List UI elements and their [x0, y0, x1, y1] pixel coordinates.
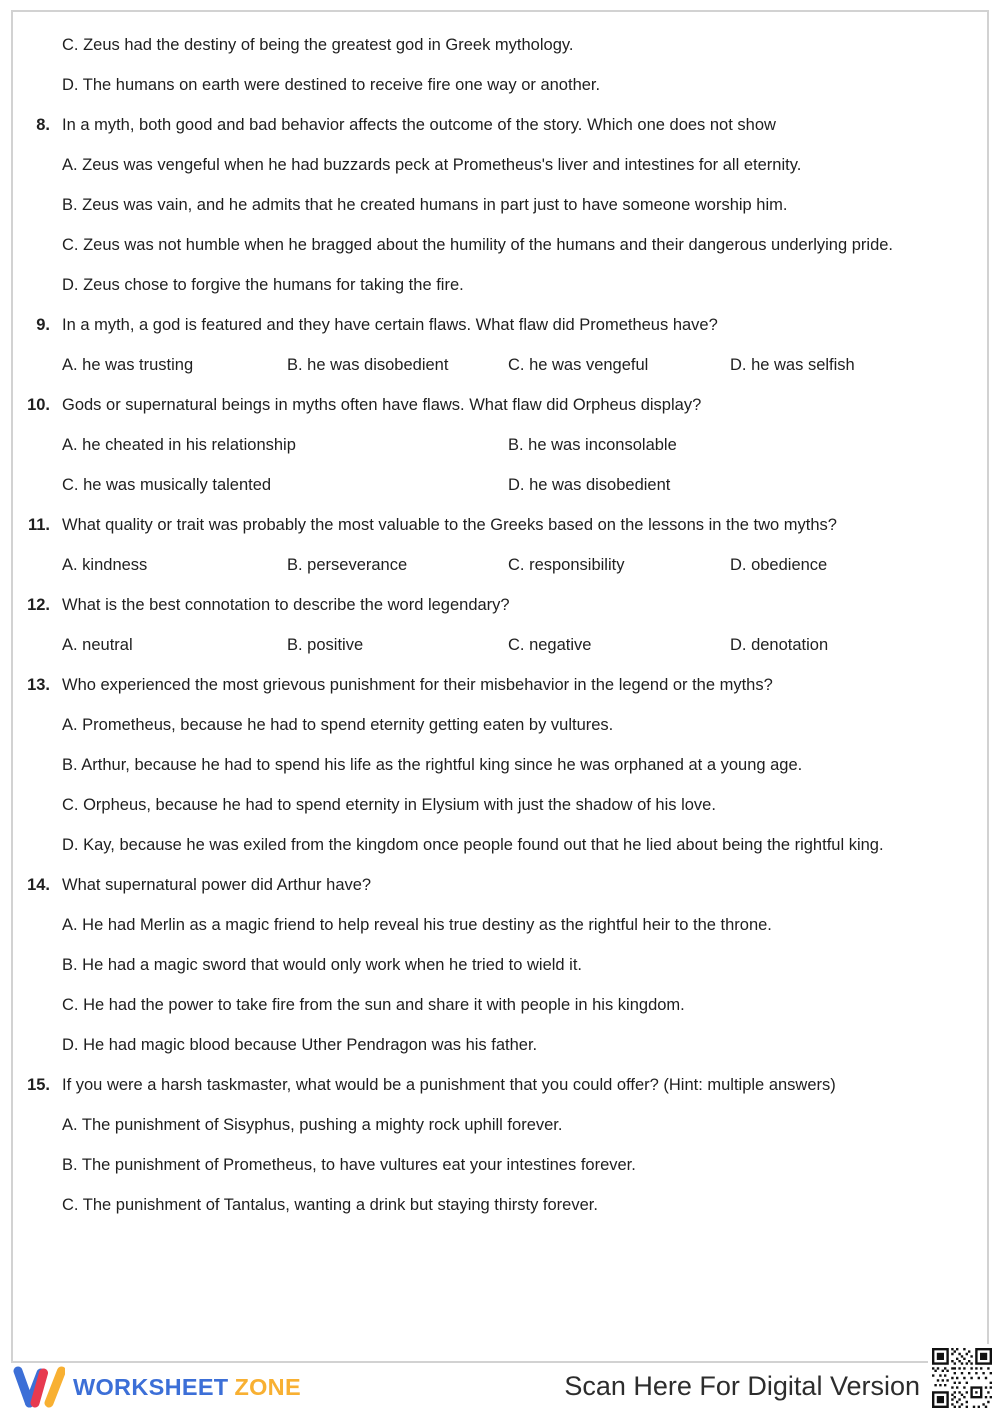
question-10-option-a: A. he cheated in his relationship	[62, 436, 296, 454]
question-14-option-c: C. He had the power to take fire from the sun and share it with people in his kingdom.	[62, 996, 685, 1014]
question-13-option-c: C. Orpheus, because he had to spend eternity in Elysium with just the shadow of his love.	[62, 796, 716, 814]
question-10-option-c: C. he was musically talented	[62, 476, 272, 494]
question-10-option-b: B. he was inconsolable	[508, 436, 677, 454]
question-8-option-d: D. Zeus chose to forgive the humans for taking the fire.	[62, 276, 464, 294]
question-15-option-b: B. The punishment of Prometheus, to have vultures eat your intestines forever.	[62, 1156, 636, 1174]
question-13-option-a: A. Prometheus, because he had to spend eternity getting eaten by vultures.	[62, 716, 614, 734]
question-13-option-d: D. Kay, because he was exiled from the kingdom once people found out that he lied about being the rightful king.	[62, 836, 884, 854]
question-10	[27, 392, 951, 499]
question-12-number: 12.	[27, 596, 50, 614]
question-9-option-a: A. he was trusting	[62, 356, 194, 374]
brand-word-worksheet: WORKSHEET	[73, 1373, 229, 1400]
question-11-option-a: A. kindness	[62, 556, 148, 574]
question-11-options	[62, 552, 951, 579]
question-13	[27, 672, 951, 859]
question-12-option-b: B. positive	[287, 636, 364, 654]
question-10-number: 10.	[27, 396, 50, 414]
question-12-options	[62, 632, 951, 659]
worksheet-zone-logo	[13, 1364, 301, 1410]
question-15-number: 15.	[27, 1076, 50, 1094]
question-13-text: Who experienced the most grievous punishment for their misbehavior in the legend or the myths?	[62, 676, 773, 694]
question-8-text: In a myth, both good and bad behavior affects the outcome of the story. Which one does not show	[62, 116, 776, 134]
question-15-option-c: C. The punishment of Tantalus, wanting a drink but staying thirsty forever.	[62, 1196, 598, 1214]
carryover-option-c: C. Zeus had the destiny of being the greatest god in Greek mythology.	[62, 36, 574, 54]
question-12-option-d: D. denotation	[730, 636, 829, 654]
question-14-option-d: D. He had magic blood because Uther Pendragon was his father.	[62, 1036, 538, 1054]
question-15-text: If you were a harsh taskmaster, what would be a punishment that you could offer? (Hint: multiple answers)	[62, 1076, 836, 1094]
question-12-text: What is the best connotation to describe the word legendary?	[62, 596, 510, 614]
question-8-option-a: A. Zeus was vengeful when he had buzzards peck at Prometheus's liver and intestines for all eternity.	[62, 156, 802, 174]
question-12	[27, 592, 951, 659]
question-9-number: 9.	[36, 316, 50, 334]
question-11-option-b: B. perseverance	[287, 556, 408, 574]
question-10-text: Gods or supernatural beings in myths often have flaws. What flaw did Orpheus display?	[62, 396, 702, 414]
question-14-option-a: A. He had Merlin as a magic friend to help reveal his true destiny as the rightful heir to the throne.	[62, 916, 772, 934]
question-9-option-c: C. he was vengeful	[508, 356, 649, 374]
question-9-options	[62, 352, 951, 379]
question-14-number: 14.	[27, 876, 50, 894]
worksheet-page	[11, 10, 989, 1363]
question-13-option-b: B. Arthur, because he had to spend his life as the rightful king since he was orphaned at a young age.	[62, 756, 803, 774]
question-14	[27, 872, 951, 1059]
question-11	[27, 512, 951, 579]
question-11-option-d: D. obedience	[730, 556, 828, 574]
question-15	[27, 1072, 951, 1219]
question-9-option-b: B. he was disobedient	[287, 356, 449, 374]
brand-word-zone: ZONE	[234, 1373, 301, 1400]
question-10-option-d: D. he was disobedient	[508, 476, 671, 494]
question-8	[36, 112, 951, 299]
scan-here-label: Scan Here For Digital Version	[564, 1371, 920, 1401]
question-10-options	[62, 432, 951, 499]
question-8-option-b: B. Zeus was vain, and he admits that he created humans in part just to have someone worship him.	[62, 196, 788, 214]
question-14-text: What supernatural power did Arthur have?	[62, 876, 372, 894]
brand-wordmark	[73, 1374, 301, 1401]
qr-code-pattern	[932, 1348, 992, 1408]
question-8-number: 8.	[36, 116, 50, 134]
question-13-number: 13.	[27, 676, 50, 694]
qr-code	[928, 1344, 996, 1412]
carryover-option-d: D. The humans on earth were destined to receive fire one way or another.	[62, 76, 601, 94]
question-11-option-c: C. responsibility	[508, 556, 625, 574]
question-8-option-c: C. Zeus was not humble when he bragged about the humility of the humans and their dangerous underlying pride.	[62, 236, 894, 254]
question-9-option-d: D. he was selfish	[730, 356, 855, 374]
question-14-option-b: B. He had a magic sword that would only work when he tried to wield it.	[62, 956, 583, 974]
question-12-option-a: A. neutral	[62, 636, 133, 654]
question-12-option-c: C. negative	[508, 636, 592, 654]
question-11-number: 11.	[27, 516, 50, 534]
question-9-text: In a myth, a god is featured and they have certain flaws. What flaw did Prometheus have?	[62, 316, 718, 334]
question-9	[36, 312, 951, 379]
worksheet-content	[13, 12, 987, 1219]
question-15-option-a: A. The punishment of Sisyphus, pushing a mighty rock uphill forever.	[62, 1116, 563, 1134]
worksheet-zone-w-icon	[13, 1364, 65, 1410]
question-11-text: What quality or trait was probably the most valuable to the Greeks based on the lessons in the two myths?	[62, 516, 837, 534]
